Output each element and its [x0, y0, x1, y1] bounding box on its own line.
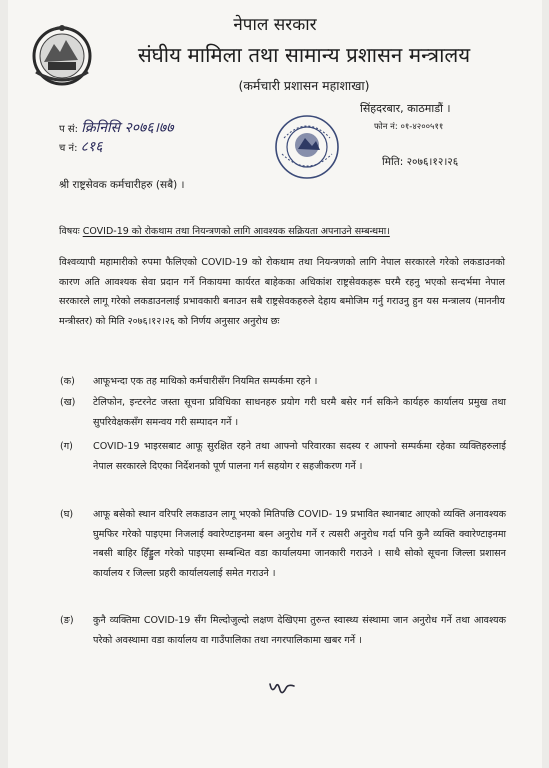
subject-label: विषयः — [59, 226, 80, 237]
list-item-label: (ग) — [60, 441, 73, 452]
list-item-label: (ख) — [60, 397, 76, 408]
list-item — [60, 611, 506, 671]
list-item-text: आफूभन्दा एक तह माथिको कर्मचारीसँग नियमित सम्पर्कमा रहने । — [93, 376, 318, 387]
patra-sankhya-label: प सं: — [59, 124, 78, 135]
patra-sankhya — [59, 118, 174, 137]
list-item-text: टेलिफोन, इन्टरनेट जस्ता सूचना प्रविधिका साधनहरु प्रयोग गरी घरमै बसेर गर्न सकिने कार्यहरु कार्यालय प्रमुख तथा सुपरिवेक्षकसँग समन्वय गरी सम्पादन गर्ने । — [93, 397, 506, 428]
signature-mark — [268, 676, 298, 698]
letter-page — [8, 0, 542, 768]
addressee: श्री राष्ट्रसेवक कर्मचारीहरु (सबै) । — [59, 179, 185, 191]
list-item-label: (ङ) — [60, 615, 74, 626]
ministry-heading: संघीय मामिला तथा सामान्य प्रशासन मन्त्रालय — [137, 43, 471, 67]
chalani-number-label: च नं: — [59, 143, 78, 154]
office-phone: फोन नं: ०१-४२००५११ — [374, 122, 444, 132]
government-heading: नेपाल सरकार — [233, 15, 317, 35]
list-item-label: (घ) — [60, 509, 74, 520]
office-address: सिंहदरबार, काठमाडौं । — [360, 102, 451, 115]
list-item — [60, 393, 506, 433]
list-item-text: COVID-19 भाइरसबाट आफू सुरक्षित रहने तथा आफ्नो परिवारका सदस्य र आफ्नो सम्पर्कमा रहेका व्यक्तिहरुलाई नेपाल सरकारले दिएका निर्देशनको पूर्ण पालना गर्न सहयोग र सहजीकरण गर्ने । — [93, 441, 506, 472]
list-item-label: (क) — [60, 376, 75, 387]
list-item-text: आफू बसेको स्थान वरिपरि लकडाउन लागू भएको मितिपछि COVID- 19 प्रभावित स्थानबाट आएको व्यक्ति अनावश्यक घुमफिर गरेको पाइएमा निजलाई क्वारेण्टाइनमा बस्न अनुरोध गर्ने र त्यसरी अनुरोध गर्दा पनि कुनै व्यक्ति क्वारेण्टाइनमा नबसी बाहिर हिँड्डुल गरेको पाइएमा सम्बन्धित वडा कार्यालयमा जानकारी गराउने । साथै सोको सूचना जिल्ला प्रशासन कार्यालय र जिल्ला प्रहरी कार्यालयलाई समेत गराउने । — [93, 509, 506, 579]
list-item — [60, 437, 506, 497]
list-item-text: कुनै व्यक्तिमा COVID-19 सँग मिल्दोजुल्दो लक्षण देखिएमा तुरुन्त स्वास्थ्य संस्थामा जान अनुरोध गर्ने तथा आवश्यक परेको अवस्थामा वडा कार्यालय वा गाउँपालिका तथा नगरपालिकामा खबर गर्ने । — [93, 615, 506, 646]
list-item — [60, 372, 506, 392]
body-paragraph: विश्वव्यापी महामारीको रुपमा फैलिएको COVID-19 को रोकथाम तथा नियन्त्रणको लागि नेपाल सरकारले गरेको लकडाउनको कारण अति आवश्यक सेवा प्रदान गर्ने निकायमा कार्यरत बाहेकका अधिकांश राष्ट्रसेवकहरू घरमै रहनु भएको सन्दर्भमा नेपाल सरकारले लागू गरेको लकडाउनलाई प्रभावकारी बनाउन सबै राष्ट्रसेवकहरुले देहाय बमोजिम गर्नु गराउनु हुन यस मन्त्रालय (माननीय मन्त्रीस्तर) को मिति २०७६।१२।२६ को निर्णय अनुसार अनुरोध छः — [59, 257, 505, 327]
patra-sankhya-value: क्रिनिसि २०७६।७७ — [81, 120, 174, 136]
list-item — [60, 505, 506, 605]
subject-line — [59, 224, 390, 237]
division-heading: (कर्मचारी प्रशासन महाशाखा) — [238, 78, 370, 93]
letter-date: मिति: २०७६।१२।२६ — [382, 156, 459, 168]
chalani-number — [59, 137, 102, 156]
office-seal-icon — [272, 112, 342, 182]
chalani-number-value: ८१६ — [80, 139, 103, 155]
subject-text: COVID-19 को रोकथाम तथा नियन्त्रणको लागि आवश्यक सक्रियता अपनाउने सम्बन्धमा। — [82, 226, 390, 237]
